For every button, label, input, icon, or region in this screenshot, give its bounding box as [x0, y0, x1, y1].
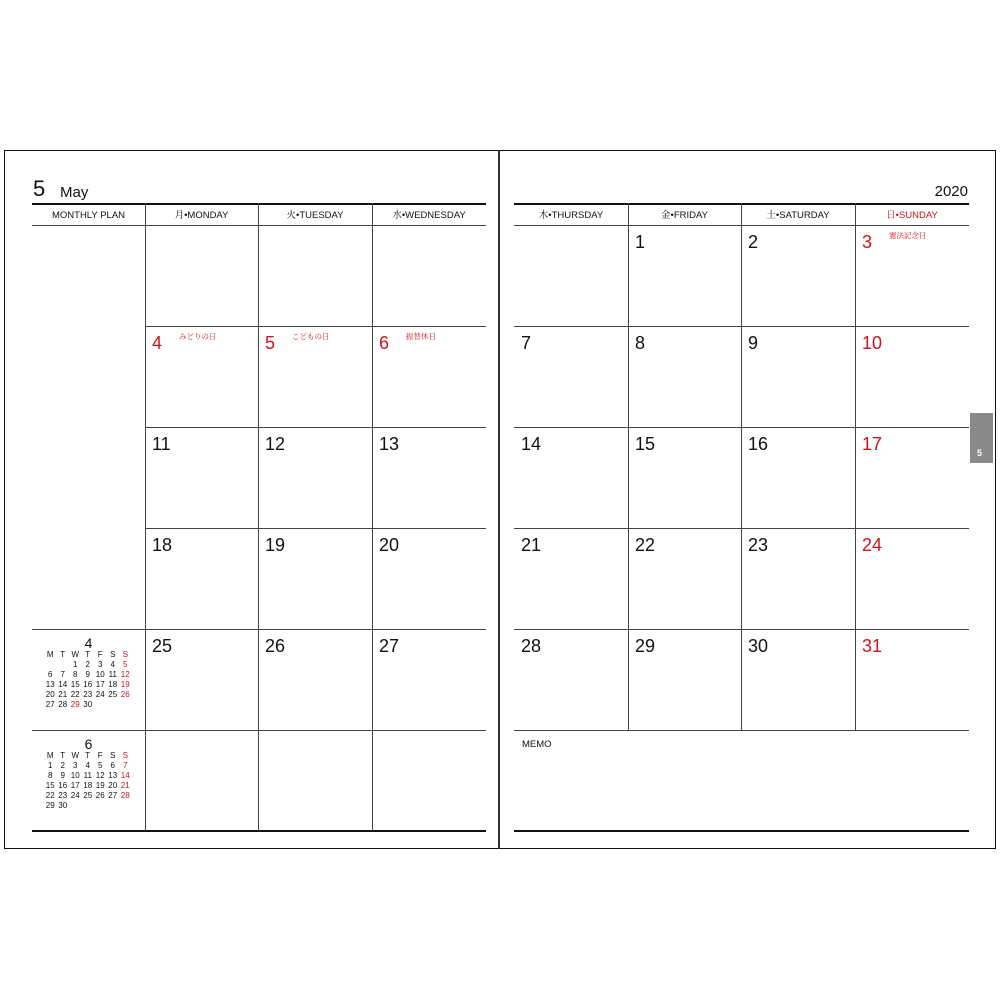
mini-day: 18: [83, 781, 93, 790]
mini-weekday-header: S: [122, 650, 128, 659]
mini-day: 5: [98, 761, 103, 770]
column-header-monday: 月•MONDAY: [174, 210, 229, 221]
day-20[interactable]: 20: [379, 535, 400, 555]
mini-day: 4: [85, 761, 90, 770]
mini-day: [107, 801, 120, 811]
mini-day: 15: [70, 680, 80, 689]
left-column-rule: [145, 203, 146, 831]
holiday-label: 憲法記念日: [889, 231, 927, 240]
mini-day: 26: [95, 791, 105, 800]
left-row-rule: [145, 326, 486, 327]
mini-day: 13: [45, 680, 55, 689]
mini-day: [107, 700, 120, 710]
day-19[interactable]: 19: [265, 535, 286, 555]
left-header-rule: [32, 203, 486, 205]
mini-day: [94, 801, 107, 811]
left-column-rule: [258, 203, 259, 831]
day-21[interactable]: 21: [521, 535, 542, 555]
mini-day: 20: [108, 781, 118, 790]
day-18[interactable]: 18: [152, 535, 173, 555]
mini-day: 21: [120, 781, 130, 790]
mini-day: 29: [70, 700, 80, 709]
mini-day: 11: [83, 771, 92, 780]
day-1[interactable]: 1: [635, 232, 646, 252]
month-index-tab[interactable]: [970, 413, 993, 463]
mini-calendar-april-title: 4: [84, 635, 93, 651]
mini-day: 6: [110, 761, 115, 770]
mini-day: 17: [95, 680, 105, 689]
column-header-sunday: 日•SUNDAY: [886, 210, 938, 221]
column-header-thursday: 木•THURSDAY: [538, 210, 604, 221]
mini-day: 14: [120, 771, 130, 780]
mini-day: 26: [120, 690, 130, 699]
day-31[interactable]: 31: [862, 636, 883, 656]
column-header-wednesday: 水•WEDNESDAY: [392, 210, 466, 221]
mini-day: 23: [83, 690, 93, 699]
day-22[interactable]: 22: [635, 535, 656, 555]
mini-day: 23: [58, 791, 68, 800]
mini-day: [82, 801, 95, 811]
mini-day: 19: [95, 781, 105, 790]
mini-day: 16: [58, 781, 68, 790]
right-bottom-rule: [514, 830, 969, 832]
day-15[interactable]: 15: [635, 434, 656, 454]
column-header-friday: 金•FRIDAY: [661, 210, 708, 221]
holiday-label: こどもの日: [292, 332, 330, 341]
left-row-rule: [32, 730, 486, 731]
mini-calendar-june: [44, 751, 132, 811]
mini-weekday-header: T: [85, 751, 91, 760]
day-28[interactable]: 28: [521, 636, 542, 656]
day-10[interactable]: 10: [862, 333, 883, 353]
right-column-rule: [741, 203, 742, 730]
mini-day: 6: [48, 670, 53, 679]
mini-day: 9: [85, 670, 90, 679]
mini-weekday-header: T: [60, 751, 66, 760]
mini-day: 8: [73, 670, 78, 679]
mini-day: 25: [83, 791, 93, 800]
mini-day: 7: [60, 670, 65, 679]
day-23[interactable]: 23: [748, 535, 769, 555]
mini-weekday-header: F: [97, 751, 103, 760]
mini-day: 29: [45, 801, 55, 810]
mini-day: 3: [98, 660, 103, 669]
day-9[interactable]: 9: [748, 333, 759, 353]
holiday-label: 振替休日: [406, 332, 436, 341]
mini-day: 22: [70, 690, 80, 699]
mini-day: 30: [58, 801, 68, 810]
mini-day: 3: [73, 761, 78, 770]
mini-day: 20: [45, 690, 55, 699]
mini-weekday-header: T: [85, 650, 91, 659]
day-8[interactable]: 8: [635, 333, 646, 353]
mini-day: [119, 700, 132, 710]
mini-day: [119, 801, 132, 811]
mini-weekday-header: T: [60, 650, 66, 659]
month-number: 5: [33, 176, 46, 201]
mini-calendar-april: [44, 650, 132, 710]
mini-day: 8: [48, 771, 53, 780]
memo-label: MEMO: [522, 739, 552, 750]
day-25[interactable]: 25: [152, 636, 173, 656]
day-6[interactable]: 6: [379, 333, 390, 353]
day-24[interactable]: 24: [862, 535, 883, 555]
mini-day: 13: [108, 771, 118, 780]
mini-day: 17: [70, 781, 80, 790]
left-weekday-rule: [32, 225, 486, 226]
mini-day: 1: [48, 761, 53, 770]
mini-day: 18: [108, 680, 118, 689]
mini-day: 28: [58, 700, 68, 709]
mini-weekday-header: W: [71, 751, 80, 760]
mini-day: 15: [45, 781, 55, 790]
day-16[interactable]: 16: [748, 434, 769, 454]
month-name: May: [60, 184, 89, 201]
day-4[interactable]: 4: [152, 333, 163, 353]
mini-weekday-header: M: [46, 650, 54, 659]
planner-spread: [4, 150, 996, 849]
mini-day: 24: [70, 791, 80, 800]
day-29[interactable]: 29: [635, 636, 656, 656]
mini-day: 10: [95, 670, 105, 679]
mini-day: 14: [58, 680, 68, 689]
mini-day: 10: [70, 771, 80, 780]
day-11[interactable]: 11: [152, 434, 171, 454]
column-header-saturday: 土•SATURDAY: [766, 210, 830, 221]
mini-weekday-header: F: [97, 650, 103, 659]
monthly-plan-label: MONTHLY PLAN: [51, 210, 126, 221]
mini-day: 9: [60, 771, 65, 780]
day-12[interactable]: 12: [265, 434, 286, 454]
left-row-rule: [145, 427, 486, 428]
mini-weekday-header: S: [122, 751, 128, 760]
right-column-rule: [628, 203, 629, 730]
mini-weekday-header: S: [110, 751, 116, 760]
mini-day: 28: [120, 791, 130, 800]
mini-day: 4: [110, 660, 115, 669]
mini-day: 19: [120, 680, 130, 689]
mini-day: 1: [73, 660, 78, 669]
left-row-rule: [32, 629, 486, 630]
day-14[interactable]: 14: [521, 434, 542, 454]
column-header-tuesday: 火•TUESDAY: [286, 210, 344, 221]
day-3[interactable]: 3: [862, 232, 873, 252]
mini-day: [44, 660, 57, 670]
planner-spine: [498, 150, 500, 849]
day-27[interactable]: 27: [379, 636, 400, 656]
mini-day: 25: [108, 690, 118, 699]
mini-calendar-june-title: 6: [84, 736, 93, 752]
mini-day: 12: [95, 771, 105, 780]
mini-day: [57, 660, 70, 670]
mini-day: 22: [45, 791, 55, 800]
day-7[interactable]: 7: [521, 333, 532, 353]
left-row-rule: [145, 528, 486, 529]
mini-weekday-header: M: [46, 751, 54, 760]
mini-day: 11: [108, 670, 117, 679]
left-column-rule: [372, 203, 373, 831]
mini-day: 24: [95, 690, 105, 699]
year: 2020: [934, 183, 968, 200]
day-30[interactable]: 30: [748, 636, 769, 656]
mini-day: 2: [60, 761, 65, 770]
left-bottom-rule: [32, 830, 486, 832]
mini-day: 5: [123, 660, 128, 669]
mini-day: 27: [108, 791, 118, 800]
mini-day: 30: [83, 700, 93, 709]
mini-day: 16: [83, 680, 93, 689]
holiday-label: みどりの日: [179, 332, 217, 341]
mini-weekday-header: W: [71, 650, 80, 659]
mini-day: 21: [58, 690, 68, 699]
mini-day: 12: [120, 670, 130, 679]
right-row-rule: [514, 730, 969, 731]
mini-day: [69, 801, 82, 811]
month-index-tab-label: 5: [977, 448, 983, 458]
mini-day: [94, 700, 107, 710]
right-column-rule: [855, 203, 856, 730]
day-5[interactable]: 5: [265, 333, 276, 353]
mini-day: 2: [85, 660, 90, 669]
day-13[interactable]: 13: [379, 434, 400, 454]
day-2[interactable]: 2: [748, 232, 759, 252]
mini-day: 27: [45, 700, 55, 709]
mini-weekday-header: S: [110, 650, 116, 659]
day-26[interactable]: 26: [265, 636, 286, 656]
mini-day: 7: [123, 761, 128, 770]
day-17[interactable]: 17: [862, 434, 883, 454]
